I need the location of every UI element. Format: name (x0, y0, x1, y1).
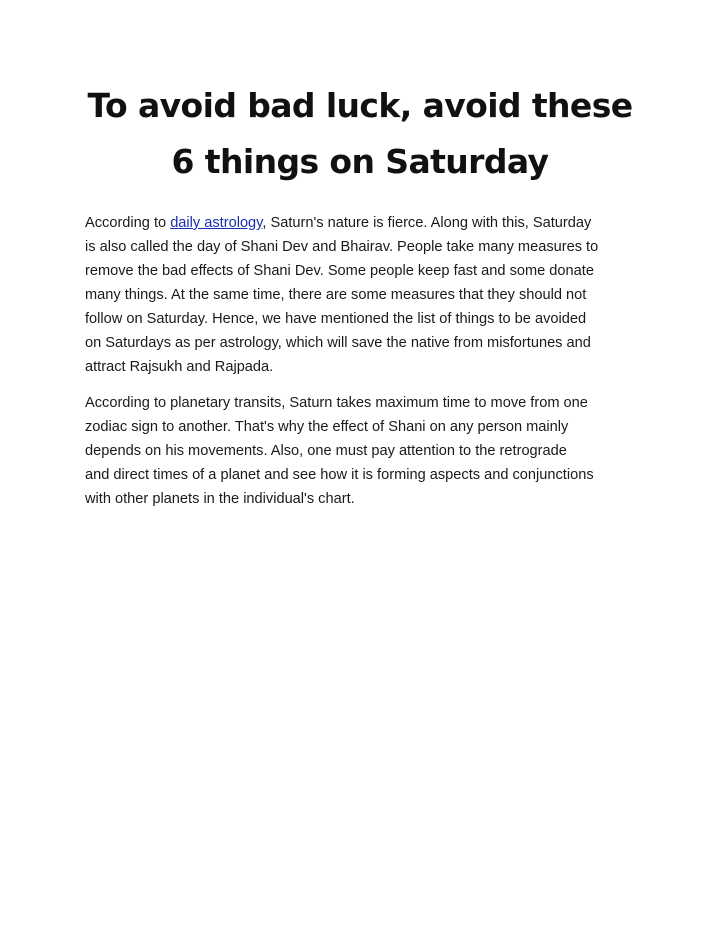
text-rest: , Saturn's nature is fierce. Along with this, Saturday (262, 215, 592, 231)
paragraph-intro (85, 211, 633, 379)
text-prefix: According to (85, 215, 171, 231)
paragraph-line: follow on Saturday. Hence, we have mentioned the list of things to be avoided (85, 311, 587, 327)
paragraph-line: remove the bad effects of Shani Dev. Some people keep fast and some donate (85, 263, 594, 279)
title-line: To avoid bad luck, avoid these (87, 86, 633, 125)
paragraph-line: According to planetary transits, Saturn takes maximum time to move from one (85, 395, 588, 411)
paragraph-line: many things. At the same time, there are some measures that they should not (85, 287, 587, 303)
title-line: 6 things on Saturday (171, 142, 549, 181)
paragraph-line: on Saturdays as per astrology, which will save the native from misfortunes and (85, 335, 591, 351)
page-title (60, 78, 660, 190)
paragraph-line: with other planets in the individual's chart. (85, 491, 355, 507)
paragraph-line: attract Rajsukh and Rajpada. (85, 359, 274, 375)
paragraph-line: is also called the day of Shani Dev and Bhairav. People take many measures to (85, 239, 599, 255)
paragraph-line: zodiac sign to another. That's why the effect of Shani on any person mainly (85, 419, 569, 435)
paragraph-line: and direct times of a planet and see how it is forming aspects and conjunctions (85, 467, 594, 483)
paragraph-transits (85, 391, 633, 511)
paragraph-line: depends on his movements. Also, one must pay attention to the retrograde (85, 443, 567, 459)
paragraph-line (85, 211, 633, 235)
daily-astrology-link[interactable]: daily astrology (170, 215, 263, 231)
